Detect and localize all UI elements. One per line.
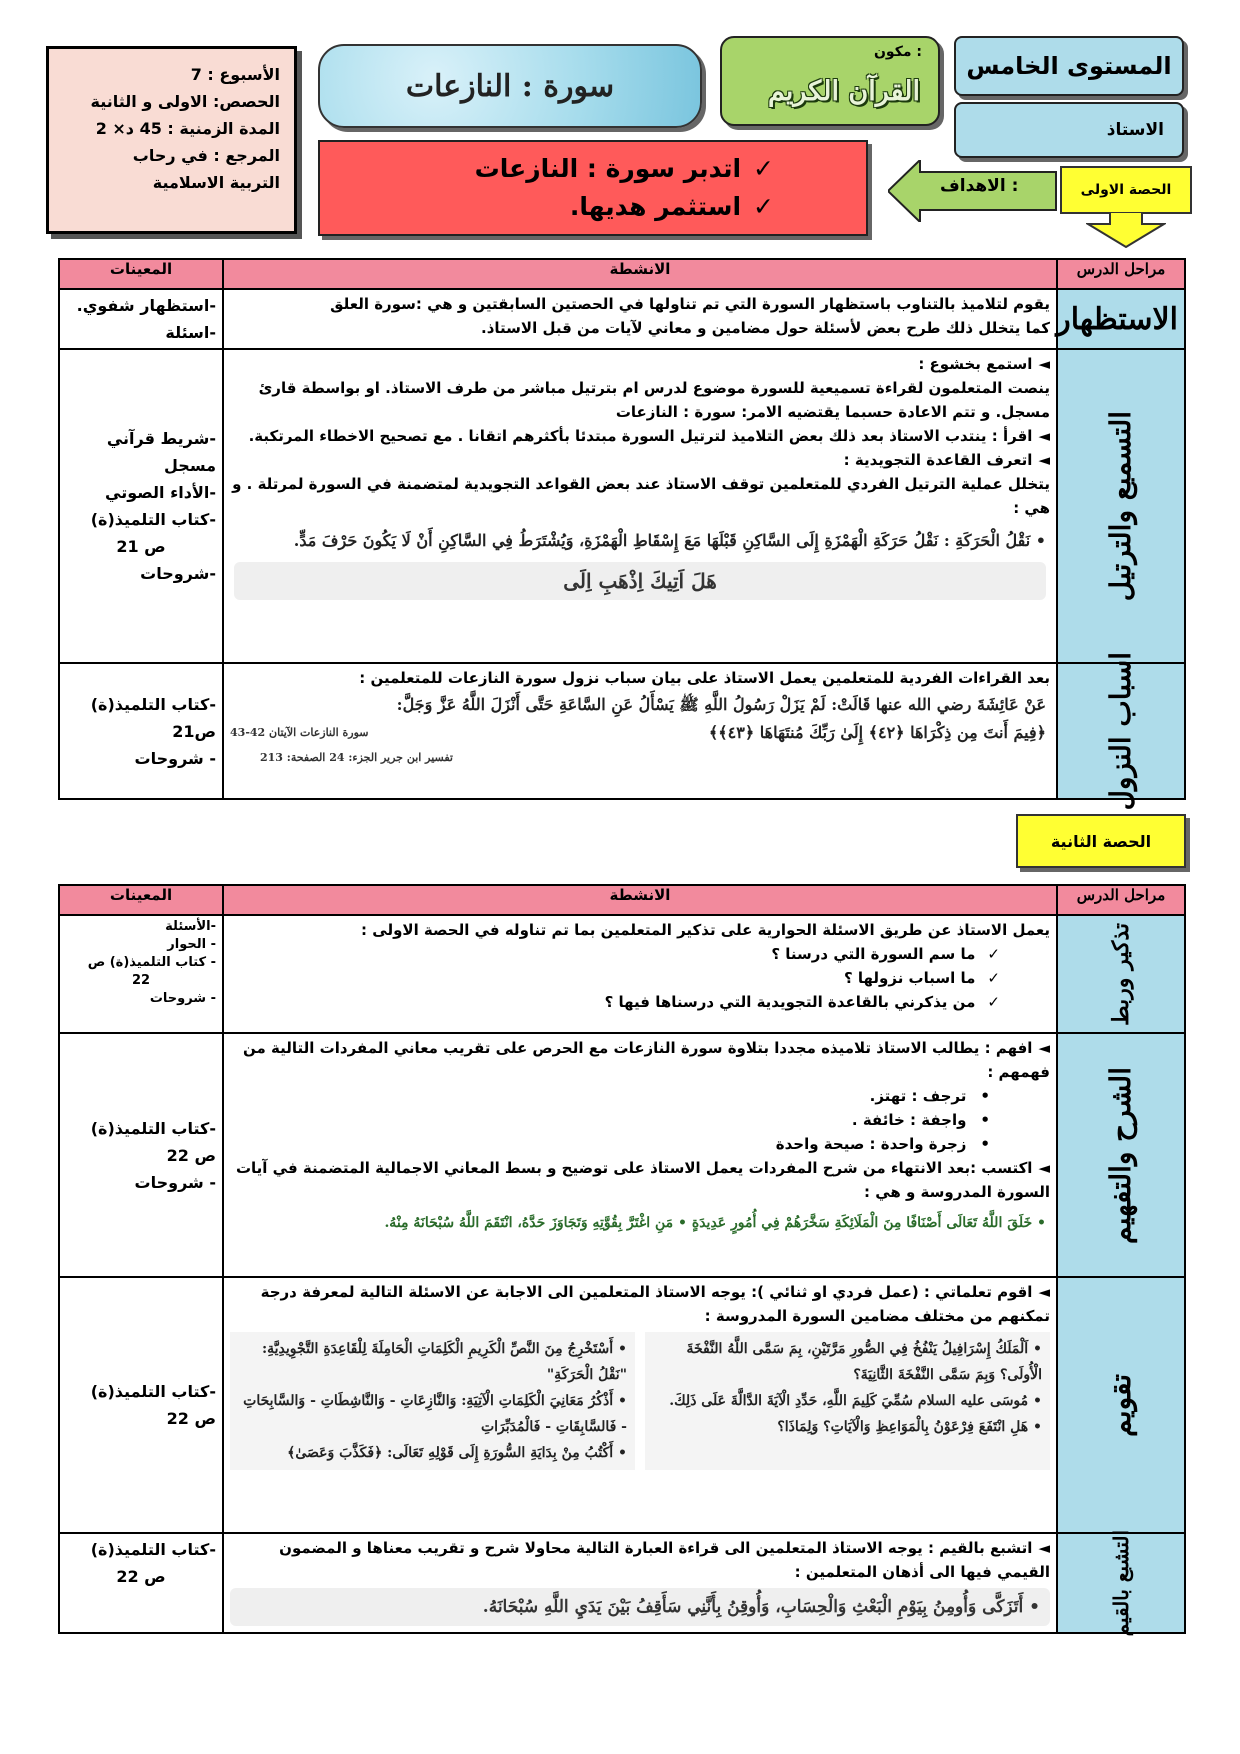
level-label: المستوى الخامس [966,52,1172,80]
stage-cell [1057,349,1185,663]
questions-left-column [230,1332,635,1470]
stage-cell [1057,1529,1185,1637]
reference-label: المرجع : في رحاب [132,146,280,165]
header-stages: مراحل الدرس [1057,885,1185,915]
stage-cell [1057,651,1185,811]
activity-text: يقوم لتلاميذ بالتناوب باستظهار السورة التي تم تناولها في الحصتين السابقتين و هي :سورة العلق [330,295,1050,313]
assessment-question: • مُوسَى عليه السلام سُمِّيَ كَلِيمَ اللَّهِ، حَدِّدِ الْآيَةَ الدَّالَّةَ عَلَى ذَلِكَ. [653,1388,1042,1414]
header-resources: المعينات [59,885,223,915]
assessment-question: • أَكْتُبُ مِنْ بِدَايَةِ السُّورَةِ إِلَى قَوْلِهِ تَعَالَى: ﴿فَكَذَّبَ وَعَصَىٰ﴾ [238,1440,627,1466]
activity-text: يتخلل عملية الترتيل الفردي للمتعلمين توقف الاستاذ عند بعض القواعد التجويدية لمتضمنة في السورة لمرتلة . و هي : [232,475,1050,517]
resource-item: -اسئلة [165,323,216,342]
activities-cell [223,289,1057,349]
values-quote: • أَتَزَكَّى وَأُومِنُ بِيَوْمِ الْبَعْثِ وَالْحِسَابِ، وَأُوقِنُ بِأَنَّنِي سَأَقِفُ بَيْنَ يَدَيِ اللَّهِ سُبْحَانَهُ. [230,1588,1050,1626]
tajweed-examples: هَلَ اَتِيكَ اِذْهَبِ اِلَى [234,562,1046,600]
tajweed-rule-quote: • نَقْلُ الْحَرَكَةِ : نَقْلُ حَرَكَةِ الْهَمْزَةِ إِلَى السَّاكِنِ قَبْلَهَا مَعَ إِسْقَاطِ الْهَمْزَةِ، وَيُشْتَرَطُ فِي السَّاكِنِ أَنْ لَا يَكُونَ حَرْفَ مَدٍّ. [293,531,1046,550]
resource-item: -كتاب التلميذ(ة) [90,1118,216,1138]
header-activities: الانشطة [223,885,1057,915]
activity-text: يعمل الاستاذ عن طريق الاسئلة الحوارية على تذكير المتعلمين بما تم تناوله في الحصة الاولى : [361,921,1050,939]
verse-reference: سورة النازعات الآيتان 42-43 [230,726,369,739]
assessment-question: • أَسْتَخْرِجُ مِنَ النَّصِّ الْكَرِيمِ الْكَلِمَاتِ الْحَامِلَةَ لِلْقَاعِدَةِ التَّجْوِيدِيَّةِ: "نَقْلُ الْحَرَكَةِ" [238,1336,627,1388]
resource-item: -كتاب التلميذ(ة) [90,510,216,529]
session2-table [58,884,1186,1637]
resource-item: - شروحات [149,991,216,1006]
resources-cell [59,915,223,1033]
assessment-question: • هَلِ انْتَفَعَ فِرْعَوْنُ بِالْمَوَاعِظِ وَالْآيَاتِ؟ وَلِمَاذَا؟ [653,1414,1042,1440]
tafsir-reference: تفسير ابن جرير الجزء: 24 الصفحة: 213 [260,751,453,764]
resource-item: ص 22 [116,1567,166,1586]
resources-cell [59,1533,223,1633]
resources-cell [59,289,223,349]
stage-name: تقويم [1104,1373,1137,1437]
teacher-box [954,102,1184,158]
activities-cell [223,349,1057,663]
stage-name: الاستظهار [1056,301,1178,337]
header-resources: المعينات [59,259,223,289]
resources-cell [59,349,223,663]
session2-label: الحصة الثانية [1050,831,1152,851]
resource-item: ص 21 [116,537,166,556]
session2-flag [1016,814,1186,868]
duration-label: المدة الزمنية : 45 د× 2 [95,119,280,138]
objectives-label: الاهداف : [940,176,1019,196]
activities-cell [223,915,1057,1033]
activity-title: ◄ استمع بخشوع : [230,352,1050,376]
stage-name: اسباب النزول [1104,651,1137,811]
resource-item: -كتاب التلميذ(ة) [90,694,216,714]
activity-text: ◄ اتشبع بالقيم : يوجه الاستاذ المتعلمين الى قراءة العبارة التالية محاولا شرح و تقريب معناها و المضمون القيمي فيها الى أذهان المتعلمين : [230,1536,1050,1584]
down-arrow-icon [1086,212,1166,248]
review-question: ✓ ما سم السورة التي درسنا ؟ [230,942,1000,966]
objective-item: ✓ استثمر هديها. [342,188,774,226]
resource-item: - كتاب التلميذ(ة) ص [87,955,216,970]
session1-label: الحصة الاولى [1080,182,1172,198]
activity-text: كما يتخلل ذلك طرح بعض لأسئلة حول مضامين و معاني لآيات من قبل الاستاذ. [481,319,1050,337]
resource-item: -الأسئلة [165,919,216,934]
resource-item: -الأداء الصوتي [105,483,216,502]
sessions-label: الحصص: الاولى و الثانية [90,92,280,111]
activities-cell [223,1033,1057,1277]
stage-name: الشرح والتفهيم [1104,1066,1137,1244]
resource-item: ص 22 [166,1409,216,1428]
session1-flag [1060,166,1192,214]
activities-cell [223,663,1057,799]
resources-cell [59,1277,223,1533]
resource-item: ص 22 [166,1145,216,1165]
stage-name: التسميع والترتيل [1104,410,1137,602]
questions-right-column [645,1332,1050,1470]
resource-item: - شروحات [134,1172,216,1192]
resource-item: -استظهار شفوي. [76,296,216,315]
verse-quote: ﴿فِيمَ أَنتَ مِن ذِكْرَاهَا ﴿٤٢﴾ إِلَىٰ رَبِّكَ مُنتَهَاهَا ﴿٤٣﴾﴾ [708,723,1046,742]
objectives-box [318,140,868,236]
resource-item: -كتاب التلميذ(ة) [90,1382,216,1401]
meanings-quote: • خَلَقَ اللَّهُ تَعَالَى أَصْنَافًا مِنَ الْمَلَائِكَةِ سَخَّرَهُمْ فِي أُمُورٍ عَدِيدَةٍ • مَنِ اغْتَرَّ بِقُوَّتِهِ وَتَجَاوَزَ حَدَّهُ، انْتَقَمَ اللَّهُ سُبْحَانَهُ مِنْهُ. [384,1215,1046,1231]
week-label: الأسبوع : 7 [190,65,280,84]
resource-item: -كتاب التلميذ(ة) [90,1540,216,1559]
review-question: ✓ ما اسباب نزولها ؟ [230,966,1000,990]
component-name: القرآن الكريم [767,76,920,107]
resource-item: - الحوار [167,937,216,952]
surah-title: سورة : النازعات [405,68,615,104]
reference-subject: التربية الاسلامية [152,173,280,192]
assessment-questions [230,1332,1050,1470]
activities-cell [223,1277,1057,1533]
resource-item: -شريط قرآني [106,429,216,448]
activities-cell [223,1533,1057,1633]
assessment-question: • أَذْكُرُ مَعَانِيَ الْكَلِمَاتِ الْآتِيَةِ: وَالنَّازِعَاتِ - وَالنَّاشِطَاتِ - وَالسَّابِحَاتِ - فَالسَّابِقَاتِ - فَالْمُدَبِّرَاتِ [238,1388,627,1440]
stage-cell [1057,1277,1185,1533]
component-label: مكون : [873,44,922,60]
activity-text: ◄ اكتسب :بعد الانتهاء من شرح المفردات يعمل الاستاذ على توضيح و بسط المعاني الاجمالية المتضمنة في آيات السورة المدروسة و هي : [230,1156,1050,1204]
session1-table [58,258,1186,811]
header-stages: مراحل الدرس [1057,259,1185,289]
stage-cell [1057,289,1185,349]
stage-cell [1057,915,1185,1033]
resource-item: 22 [131,973,151,988]
vocab-item: • ترجف : تهتز. [230,1084,990,1108]
activity-text: ◄ اقرأ : ينتدب الاستاذ بعد ذلك بعض التلاميذ لترتيل السورة مبتدئا بأكثرهم اتقانا . مع تصحيح الاخطاء المرتكبة. [230,424,1050,448]
stage-cell [1057,1033,1185,1277]
activity-text: ◄ افهم : يطالب الاستاذ تلاميذه مجددا بتلاوة سورة النازعات مع الحرص على تقريب معاني المفردات التالية من فهمهم : [230,1036,1050,1084]
surah-title-box [318,44,702,128]
activity-text: ◄ اقوم تعلماتي : (عمل فردي او ثنائي ): يوجه الاستاذ المتعلمين الى الاجابة عن الاسئلة التالية لمعرفة درجة تمكنهم من مختلف مضامين السورة المدروسة : [230,1280,1050,1328]
objective-item: ✓ اتدبر سورة : النازعات [342,150,774,188]
vocab-item: • زجرة واحدة : صيحة واحدة [230,1132,990,1156]
component-box [720,36,940,126]
header-activities: الانشطة [223,259,1057,289]
resource-item: مسجل [164,456,216,475]
review-question: ✓ من يذكرني بالقاعدة التجويدية التي درسناها فيها ؟ [230,990,1000,1014]
teacher-label: الاستاذ [1106,120,1164,140]
lesson-info-box [46,46,297,234]
activity-text: ينصت المتعلمون لقراءة تسميعية للسورة موضوع لدرس ام بترتيل مباشر من طرف الاستاذ. او بواسطة قارئ مسجل. و تتم الاعادة حسبما يقتضيه الامر: سورة : النازعات [258,379,1050,421]
activity-text: بعد القراءات الفردية للمتعلمين يعمل الاستاذ على بيان سباب نزول سورة النازعات للمتعلمين : [359,669,1050,687]
vocab-item: • واجفة : خائفة . [230,1108,990,1132]
stage-name: تذكير وربط [1108,922,1134,1026]
level-box [954,36,1184,96]
resources-cell [59,1033,223,1277]
resource-item: - شروحات [134,748,216,768]
activity-title: ◄ اتعرف القاعدة التجويدية : [230,448,1050,472]
resource-item: -شروحات [140,564,216,583]
stage-name: التشبع بالقيم [1109,1529,1133,1637]
resource-item: ص21 [172,721,216,741]
hadith-quote: عَنْ عَائِشَةَ رضي الله عنها قَالَتْ: لَمْ يَزَلْ رَسُولُ اللَّهِ ﷺ يَسْأَلُ عَنِ السَّاعَةِ حَتَّى أَنْزَلَ اللَّهُ عَزَّ وَجَلَّ: [396,695,1046,714]
resources-cell [59,663,223,799]
assessment-question: • اَلْمَلَكُ إِسْرَافِيلُ يَنْفُخُ فِي الصُّورِ مَرَّتَيْنِ، بِمَ سَمَّى اللَّهُ النَّفْخَةَ الْأُولَى؟ وَبِمَ سَمَّى النَّفْخَةَ الثَّانِيَةَ؟ [653,1336,1042,1388]
